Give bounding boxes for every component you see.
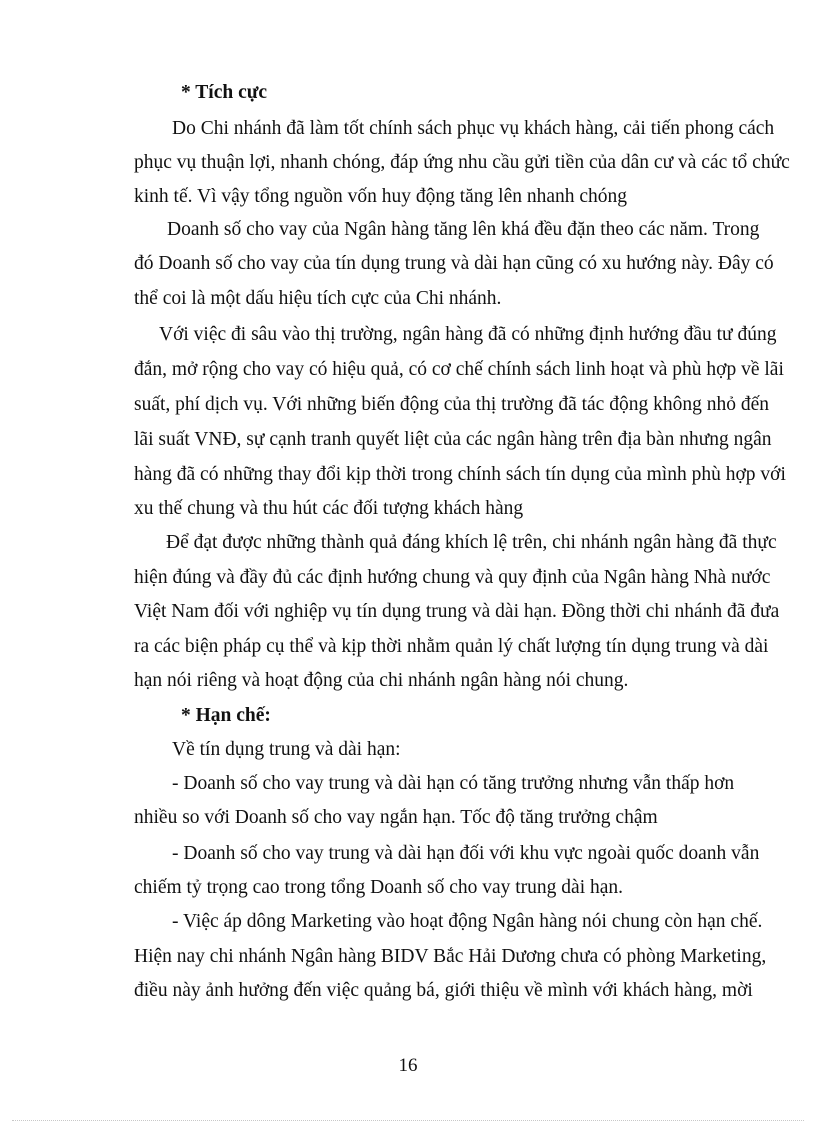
heading-positive: * Tích cực: [181, 82, 268, 103]
text-line: phục vụ thuận lợi, nhanh chóng, đáp ứng nhu cầu gửi tiền của dân cư và các tổ chức: [134, 152, 790, 173]
text-line: hiện đúng và đầy đủ các định hướng chung và quy định của Ngân hàng Nhà nước: [134, 567, 771, 588]
heading-limits: * Hạn chế:: [181, 705, 271, 726]
text-line: điều này ảnh hưởng đến việc quảng bá, giới thiệu về mình với khách hàng, mời: [134, 980, 753, 1001]
text-line: Với việc đi sâu vào thị trường, ngân hàng đã có những định hướng đầu tư đúng: [159, 324, 777, 345]
text-line: Về tín dụng trung và dài hạn:: [172, 739, 401, 760]
text-line: hàng đã có những thay đổi kịp thời trong chính sách tín dụng của mình phù hợp với: [134, 464, 786, 485]
text-line: hạn nói riêng và hoạt động của chi nhánh ngân hàng nói chung.: [134, 670, 629, 691]
text-line: Hiện nay chi nhánh Ngân hàng BIDV Bắc Hải Dương chưa có phòng Marketing,: [134, 946, 767, 967]
text-line: thể coi là một dấu hiệu tích cực của Chi nhánh.: [134, 288, 502, 309]
text-line: chiếm tỷ trọng cao trong tổng Doanh số cho vay trung dài hạn.: [134, 877, 624, 898]
text-line: xu thế chung và thu hút các đối tượng khách hàng: [134, 498, 524, 519]
text-line: Do Chi nhánh đã làm tốt chính sách phục vụ khách hàng, cải tiến phong cách: [172, 118, 775, 139]
text-line: đắn, mở rộng cho vay có hiệu quả, có cơ chế chính sách linh hoạt và phù hợp về lãi: [134, 359, 784, 380]
text-line: ra các biện pháp cụ thể và kịp thời nhằm quản lý chất lượng tín dụng trung và dài: [134, 636, 769, 657]
text-line: lãi suất VNĐ, sự cạnh tranh quyết liệt của các ngân hàng trên địa bàn nhưng ngân: [134, 429, 772, 450]
list-item: - Doanh số cho vay trung và dài hạn có tăng trưởng nhưng vẫn thấp hơn: [172, 773, 735, 794]
text-line: Để đạt được những thành quả đáng khích lệ trên, chi nhánh ngân hàng đã thực: [166, 532, 777, 553]
text-line: nhiều so với Doanh số cho vay ngắn hạn. Tốc độ tăng trưởng chậm: [134, 807, 658, 828]
text-line: suất, phí dịch vụ. Với những biến động của thị trường đã tác động không nhỏ đến: [134, 394, 769, 415]
list-item: - Doanh số cho vay trung và dài hạn đối với khu vực ngoài quốc doanh vẫn: [172, 843, 760, 864]
list-item: - Việc áp dông Marketing vào hoạt động Ngân hàng nói chung còn hạn chế.: [172, 911, 763, 932]
text-line: Việt Nam đối với nghiệp vụ tín dụng trung và dài hạn. Đồng thời chi nhánh đã đưa: [134, 601, 780, 622]
text-line: đó Doanh số cho vay của tín dụng trung và dài hạn cũng có xu hướng này. Đây có: [134, 253, 774, 274]
text-line: Doanh số cho vay của Ngân hàng tăng lên khá đều đặn theo các năm. Trong: [167, 219, 760, 240]
page-number: 16: [398, 1055, 418, 1076]
text-line: kinh tế. Vì vậy tổng nguồn vốn huy động tăng lên nhanh chóng: [134, 186, 628, 207]
footer-divider: [12, 1120, 804, 1121]
